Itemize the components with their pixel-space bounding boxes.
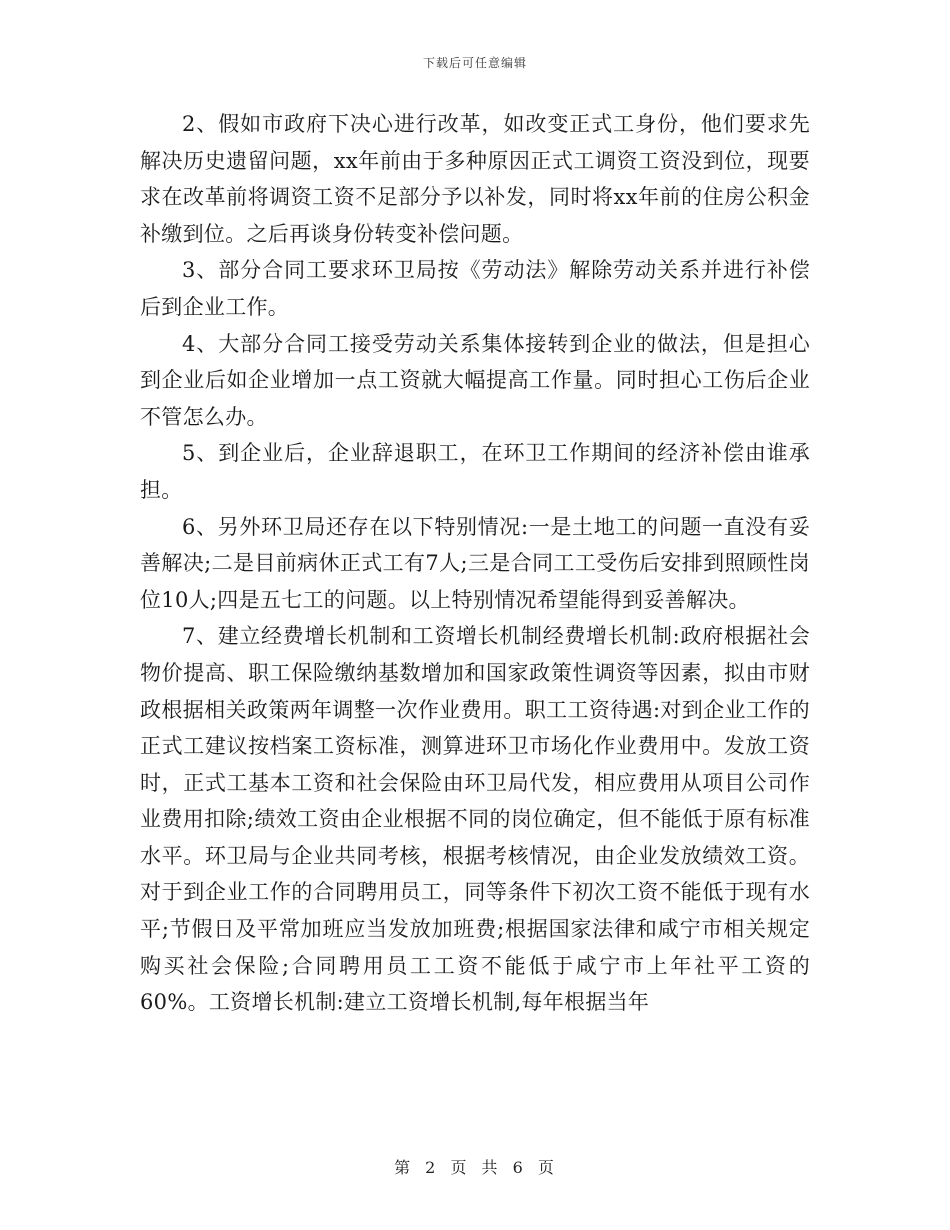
- paragraph-item-3: 3、部分合同工要求环卫局按《劳动法》解除劳动关系并进行补偿后到企业工作。: [140, 258, 810, 319]
- paragraph-item-5: 5、到企业后，企业辞退职工，在环卫工作期间的经济补偿由谁承担。: [140, 441, 810, 502]
- paragraph-item-6: 6、另外环卫局还存在以下特别情况:一是土地工的问题一直没有妥善解决;二是目前病休正式工有7人;三是合同工工受伤后安排到照顾性岗位10人;四是五七工的问题。以上特别情况希望能得到妥善解决。: [140, 514, 810, 612]
- paragraph-item-4: 4、大部分合同工接受劳动关系集体接转到企业的做法，但是担心到企业后如企业增加一点工资就大幅提高工作量。同时担心工伤后企业不管怎么办。: [140, 331, 810, 429]
- document-body: [140, 106, 810, 1021]
- page-number-footer: 第 2 页 共 6 页: [394, 1158, 556, 1177]
- paragraph-item-2: 2、假如市政府下决心进行改革，如改变正式工身份，他们要求先解决历史遗留问题，xx年前由于多种原因正式工调资工资没到位，现要求在改革前将调资工资不足部分予以补发，同时将xx年前的住房公积金补缴到位。之后再谈身份转变补偿问题。: [140, 112, 810, 246]
- paragraph-item-7: 7、建立经费增长机制和工资增长机制经费增长机制:政府根据社会物价提高、职工保险缴纳基数增加和国家政策性调资等因素，拟由市财政根据相关政策两年调整一次作业费用。职工工资待遇:对到企业工作的正式工建议按档案工资标准，测算进环卫市场化作业费用中。发放工资时，正式工基本工资和社会保险由环卫局代发，相应费用从项目公司作业费用扣除;绩效工资由企业根据不同的岗位确定，但不能低于原有标准水平。环卫局与企业共同考核，根据考核情况，由企业发放绩效工资。对于到企业工作的合同聘用员工，同等条件下初次工资不能低于现有水平;节假日及平常加班应当发放加班费;根据国家法律和咸宁市相关规定购买社会保险;合同聘用员工工资不能低于咸宁市上年社平工资的60%。工资增长机制:建立工资增长机制,每年根据当年: [140, 624, 810, 1015]
- page-header: 下载后可任意编辑: [422, 56, 527, 70]
